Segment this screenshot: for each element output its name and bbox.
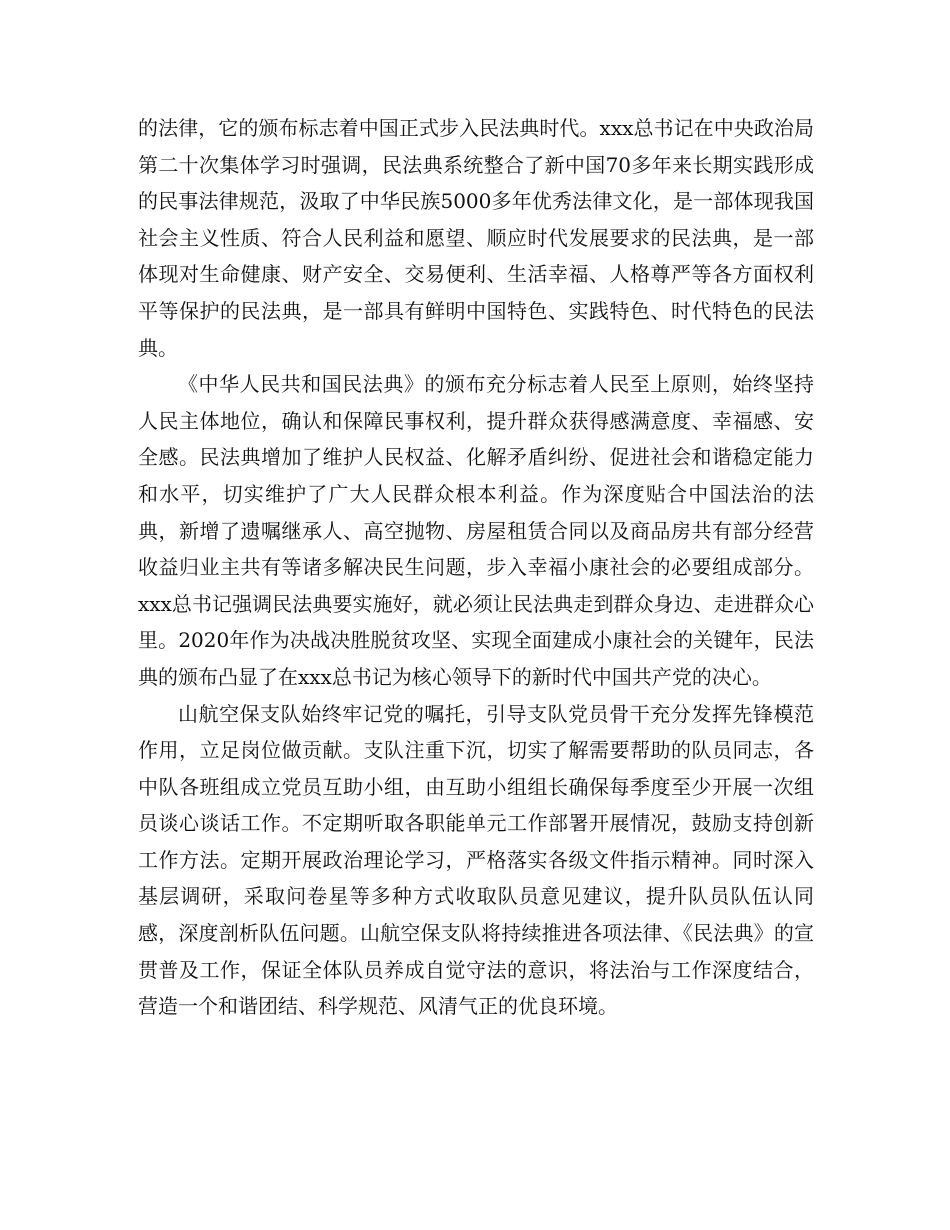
- paragraph-air-security-detachment: 山航空保支队始终牢记党的嘱托，引导支队党员骨干充分发挥先锋模范作用，立足岗位做贡献。支队注重下沉，切实了解需要帮助的队员同志，各中队各班组成立党员互助小组，由互助小组组长确保每季度至少开展一次组员谈心谈话工作。不定期听取各职能单元工作部署开展情况，鼓励支持创新工作方法。定期开展政治理论学习，严格落实各级文件指示精神。同时深入基层调研，采取问卷星等多种方式收取队员意见建议，提升队员队伍认同感，深度剖析队伍问题。山航空保支队将持续推进各项法律、《民法典》的宣贯普及工作，保证全体队员养成自觉守法的意识，将法治与工作深度结合，营造一个和谐团结、科学规范、风清气正的优良环境。: [138, 701, 814, 1019]
- paragraph-civil-code-significance: 《中华人民共和国民法典》的颁布充分标志着人民至上原则，始终坚持人民主体地位，确认和保障民事权利，提升群众获得感满意度、幸福感、安全感。民法典增加了维护人民权益、化解矛盾纠纷、促进社会和谐稳定能力和水平，切实维护了广大人民群众根本利益。作为深度贴合中国法治的法典，新增了遗嘱继承人、高空抛物、房屋租赁合同以及商品房共有部分经营收益归业主共有等诸多解决民生问题，步入幸福小康社会的必要组成部分。xxx总书记强调民法典要实施好，就必须让民法典走到群众身边、走进群众心里。2020年作为决战决胜脱贫攻坚、实现全面建成小康社会的关键年，民法典的颁布凸显了在xxx总书记为核心领导下的新时代中国共产党的决心。: [138, 372, 814, 689]
- document-body: [138, 110, 814, 1025]
- paragraph-continued: 的法律，它的颁布标志着中国正式步入民法典时代。xxx总书记在中央政治局第二十次集体学习时强调，民法典系统整合了新中国70多年来长期实践形成的民事法律规范，汲取了中华民族5000多年优秀法律文化，是一部体现我国社会主义性质、符合人民利益和愿望、顺应时代发展要求的民法典，是一部体现对生命健康、财产安全、交易便利、生活幸福、人格尊严等各方面权利平等保护的民法典，是一部具有鲜明中国特色、实践特色、时代特色的民法典。: [138, 116, 814, 360]
